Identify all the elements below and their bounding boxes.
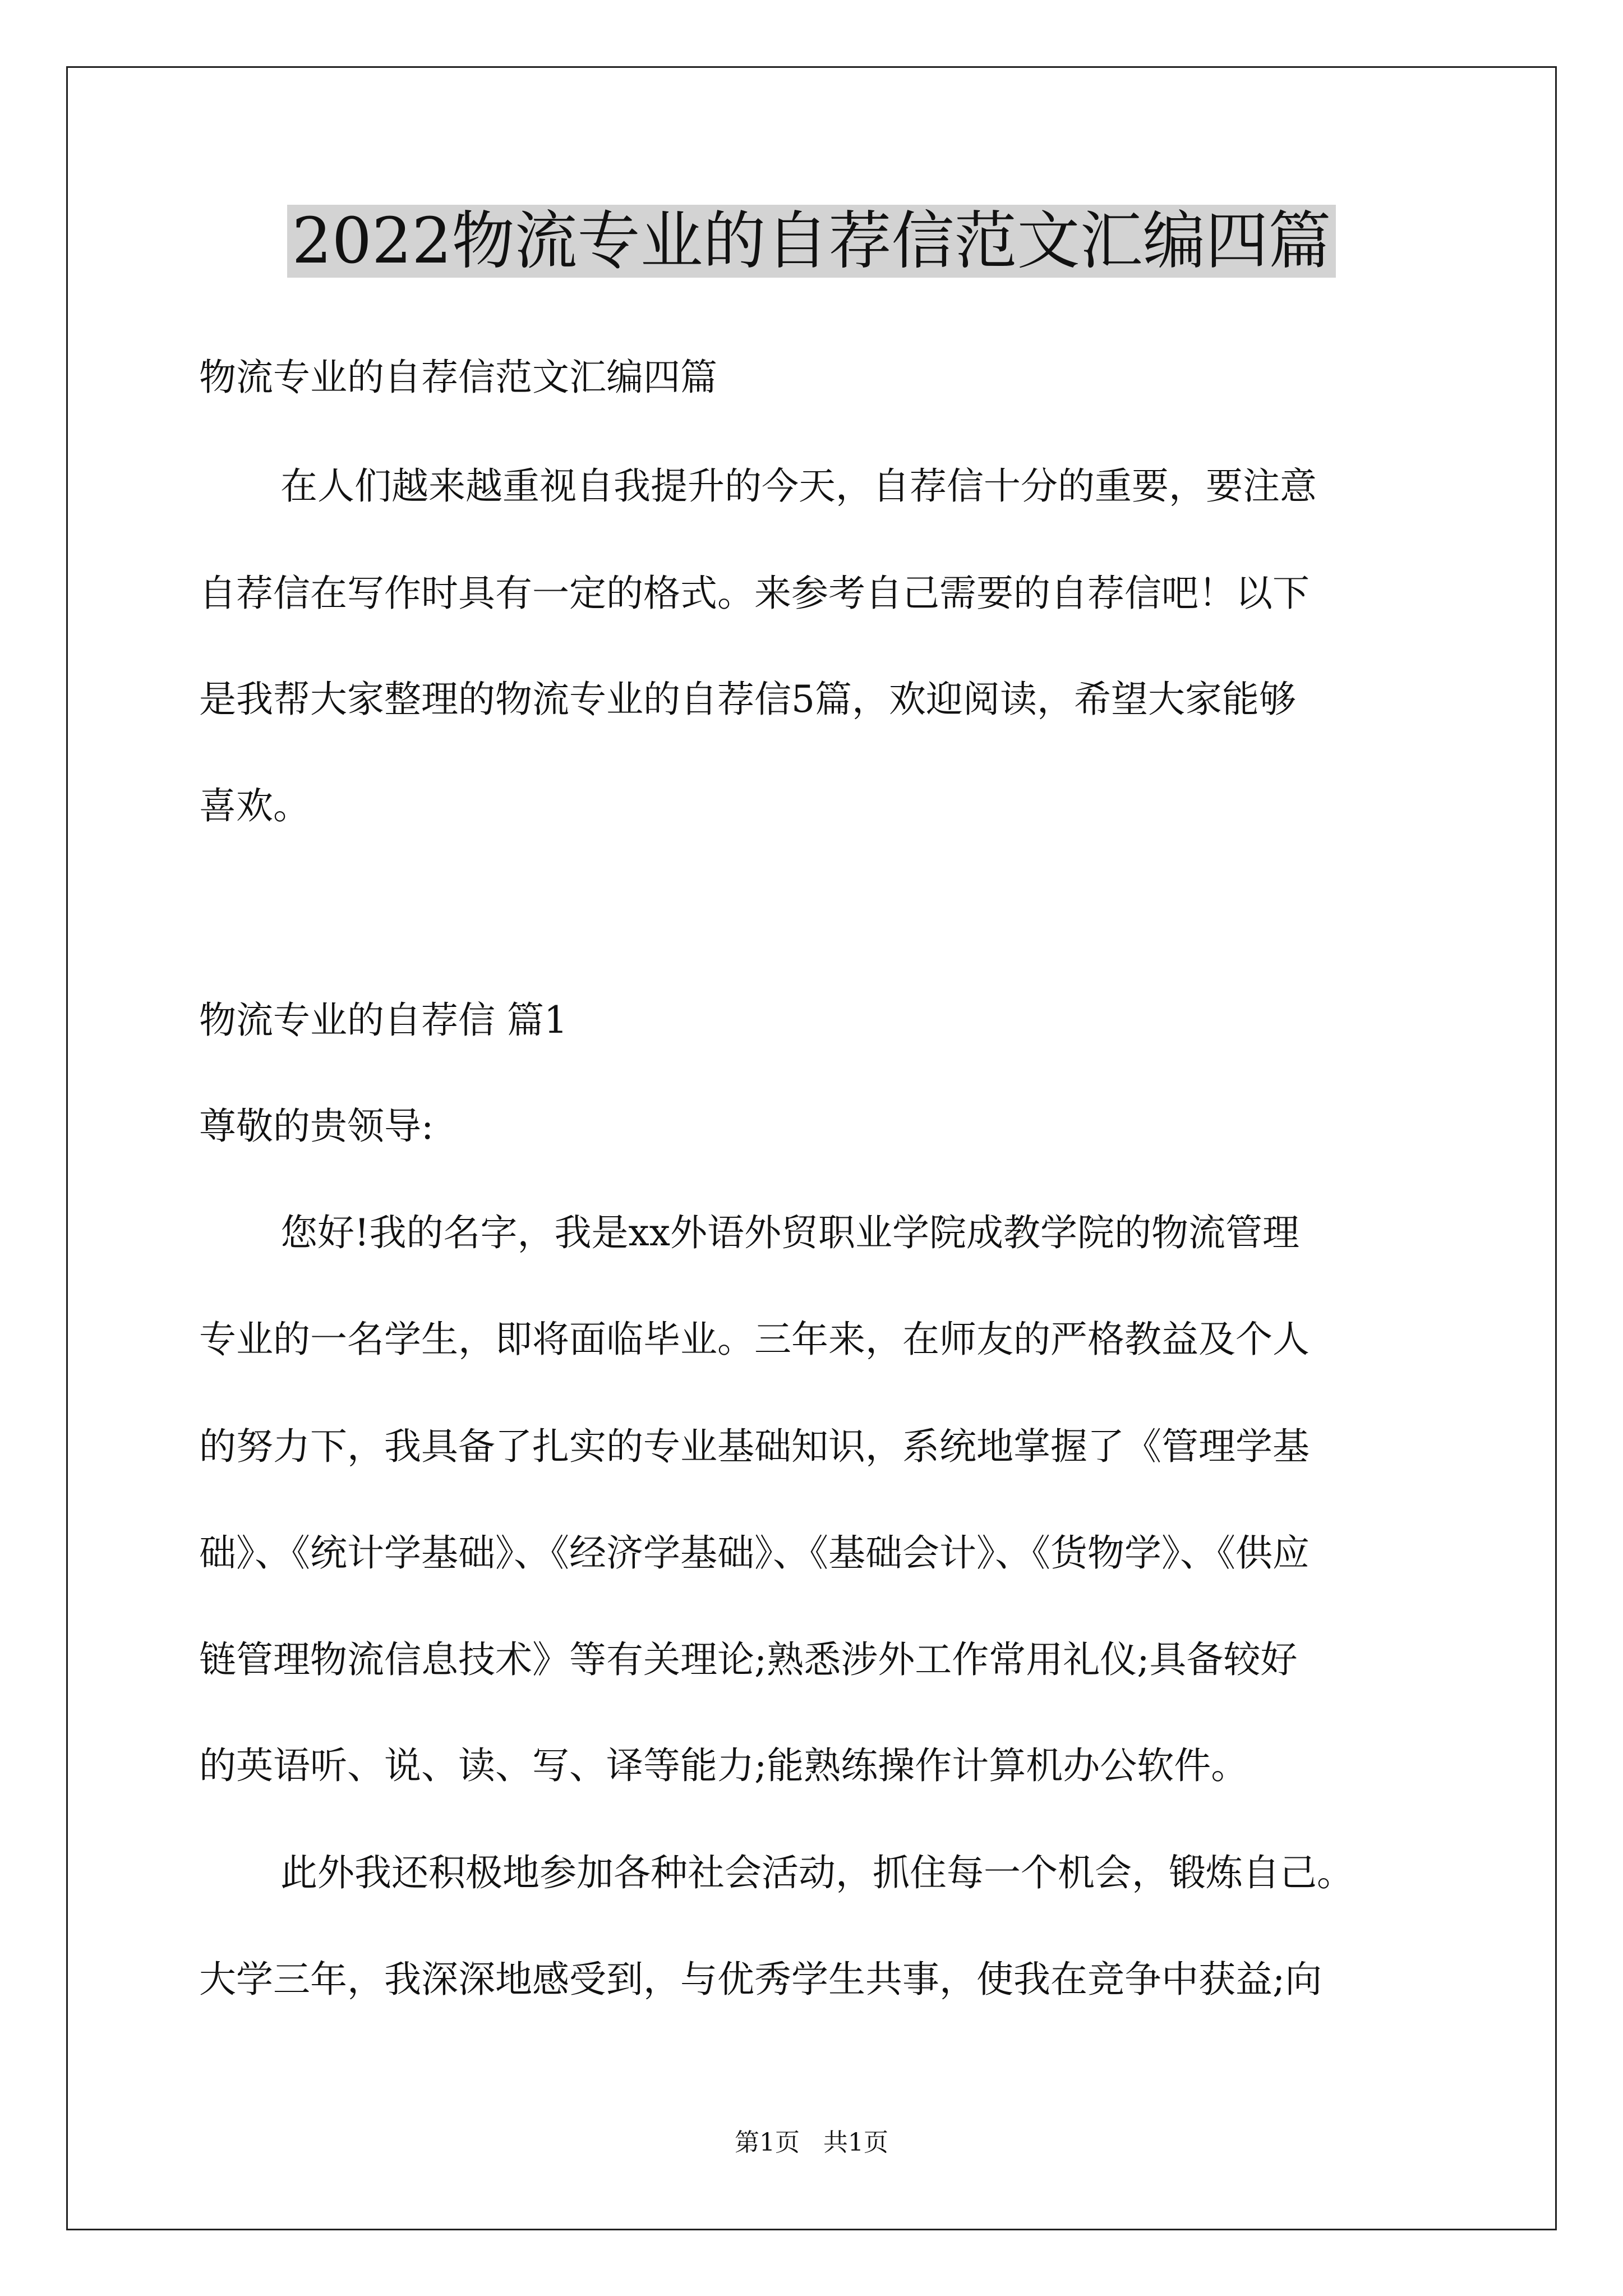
section-heading: 物流专业的自荐信 篇1 xyxy=(199,999,568,1042)
paragraph-line: 链管理物流信息技术》等有关理论;熟悉涉外工作常用礼仪;具备较好 xyxy=(199,1638,1298,1681)
document-title: 2022物流专业的自荐信范文汇编四篇 xyxy=(0,199,1623,283)
paragraph-line: 此外我还积极地参加各种社会活动，抓住每一个机会，锻炼自己。 xyxy=(280,1851,1354,1894)
paragraph-line: 喜欢。 xyxy=(199,784,310,827)
paragraph-line: 专业的一名学生，即将面临毕业。三年来，在师友的严格教益及个人 xyxy=(199,1318,1310,1361)
paragraph-line: 础》、《统计学基础》、《经济学基础》、《基础会计》、《货物学》、《供应 xyxy=(199,1531,1310,1575)
paragraph-line: 的英语听、说、读、写、译等能力;能熟练操作计算机办公软件。 xyxy=(199,1744,1248,1787)
salutation-line: 尊敬的贵领导: xyxy=(199,1105,434,1148)
paragraph-line: 是我帮大家整理的物流专业的自荐信5篇，欢迎阅读，希望大家能够 xyxy=(199,678,1296,721)
paragraph-line: 大学三年，我深深地感受到，与优秀学生共事，使我在竞争中获益;向 xyxy=(199,1958,1322,2001)
page-footer: 第1页 共1页 xyxy=(735,2128,888,2157)
paragraph-line: 的努力下，我具备了扎实的专业基础知识，系统地掌握了《管理学基 xyxy=(199,1425,1310,1468)
paragraph-line: 在人们越来越重视自我提升的今天，自荐信十分的重要，要注意 xyxy=(280,464,1317,508)
subtitle-line: 物流专业的自荐信范文汇编四篇 xyxy=(199,356,717,399)
paragraph-line: 自荐信在写作时具有一定的格式。来参考自己需要的自荐信吧！以下 xyxy=(199,572,1310,615)
paragraph-line: 您好!我的名字，我是xx外语外贸职业学院成教学院的物流管理 xyxy=(280,1211,1299,1254)
